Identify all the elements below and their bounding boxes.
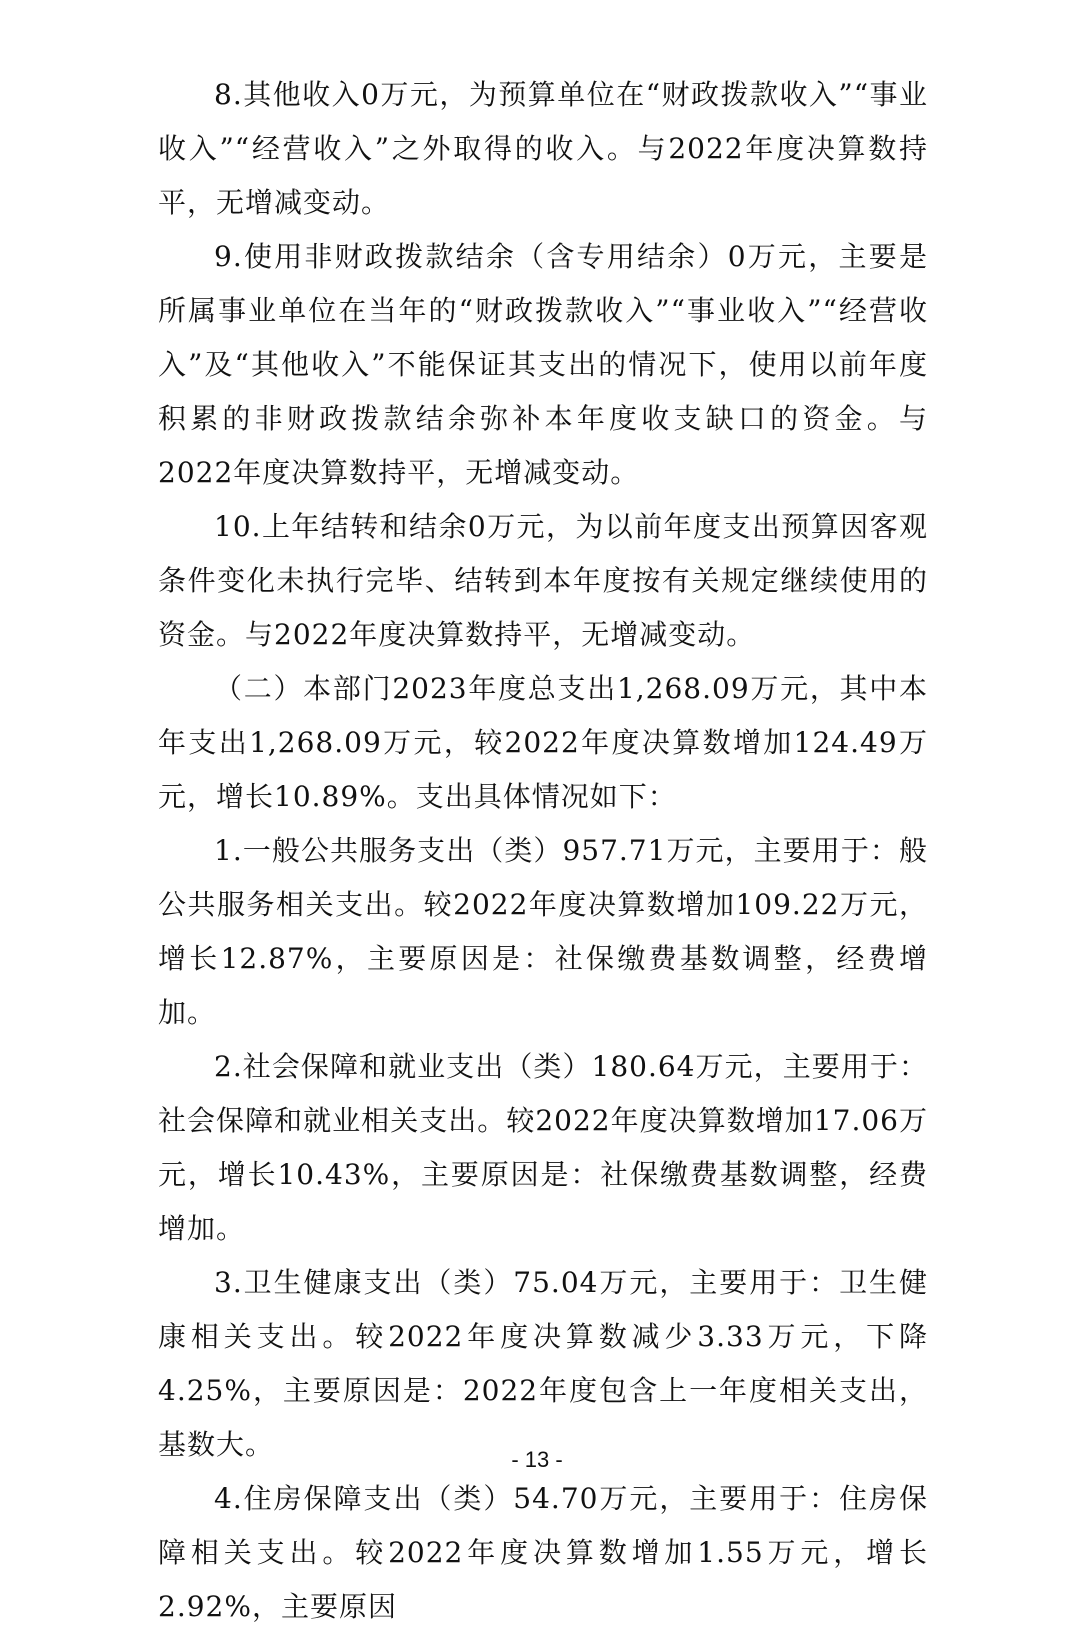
paragraph-social-security: 2.社会保障和就业支出（类）180.64万元，主要用于：社会保障和就业相关支出。较2022年度决算数增加17.06万元，增长10.43%，主要原因是：社保缴费基数调整，经费增加。 xyxy=(158,1050,928,1245)
paragraph-housing: 4.住房保障支出（类）54.70万元，主要用于：住房保障相关支出。较2022年度决算数增加1.55万元，增长2.92%，主要原因 xyxy=(158,1482,928,1623)
paragraph-other-income: 8.其他收入0万元，为预算单位在“财政拨款收入”“事业收入”“经营收入”之外取得的收入。与2022年度决算数持平，无增减变动。 xyxy=(158,78,928,219)
paragraph-health: 3.卫生健康支出（类）75.04万元，主要用于：卫生健康相关支出。较2022年度决算数减少3.33万元，下降4.25%，主要原因是：2022年度包含上一年度相关支出，基数大。 xyxy=(158,1266,928,1461)
paragraph-carryover-balance: 10.上年结转和结余0万元，为以前年度支出预算因客观条件变化未执行完毕、结转到本年度按有关规定继续使用的资金。与2022年度决算数持平，无增减变动。 xyxy=(158,510,928,651)
body-text xyxy=(158,68,928,1634)
paragraph-total-expenditure: （二）本部门2023年度总支出1,268.09万元，其中本年支出1,268.09万元，较2022年度决算数增加124.49万元，增长10.89%。支出具体情况如下： xyxy=(158,672,928,813)
paragraph-non-fiscal-balance: 9.使用非财政拨款结余（含专用结余）0万元，主要是所属事业单位在当年的“财政拨款收入”“事业收入”“经营收入”及“其他收入”不能保证其支出的情况下，使用以前年度积累的非财政拨款结余弥补本年度收支缺口的资金。与2022年度决算数持平，无增减变动。 xyxy=(158,240,928,489)
paragraph-general-public-services: 1.一般公共服务支出（类）957.71万元，主要用于：般公共服务相关支出。较2022年度决算数增加109.22万元，增长12.87%，主要原因是：社保缴费基数调整，经费增加。 xyxy=(158,834,928,1029)
page-number: - 13 - xyxy=(511,1447,563,1472)
